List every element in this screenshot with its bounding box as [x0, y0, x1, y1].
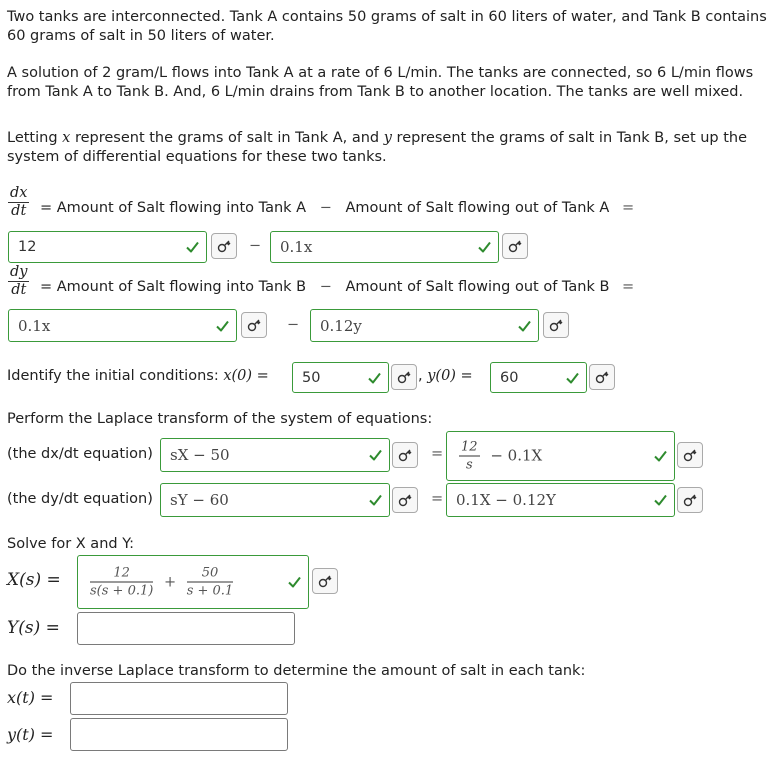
- dx-laplace-rhs-field[interactable]: $\frac{12}{s}$ − 0.1X: [446, 431, 675, 481]
- dy-laplace-lhs-field[interactable]: sY − 60: [160, 483, 390, 517]
- check-icon: [369, 450, 382, 461]
- initial-conditions-label: Identify the initial conditions: x(0) =: [7, 368, 269, 384]
- equals-sign: =: [431, 446, 444, 462]
- X-label: X(s) =: [7, 570, 61, 590]
- key-icon[interactable]: [211, 233, 237, 259]
- tank-a-inflow-field[interactable]: 12: [8, 231, 207, 263]
- x-t-label: x(t) =: [7, 688, 54, 707]
- key-icon[interactable]: [312, 568, 338, 594]
- key-icon[interactable]: [241, 312, 267, 338]
- y-t-field[interactable]: [70, 718, 288, 751]
- key-icon[interactable]: [589, 364, 615, 390]
- tank-b-outflow-field[interactable]: 0.12y: [310, 309, 539, 342]
- minus-sign: −: [287, 317, 300, 333]
- solve-label: Solve for X and Y:: [7, 536, 135, 552]
- x0-field[interactable]: 50: [292, 362, 389, 393]
- tank-a-outflow-field[interactable]: 0.1x: [270, 231, 499, 263]
- check-icon: [368, 372, 381, 383]
- y0-field[interactable]: 60: [490, 362, 587, 393]
- y0-label: , y(0) =: [418, 368, 473, 384]
- problem-flow: A solution of 2 gram/L flows into Tank A at a rate of 6 L/min. The tanks are connected, so 6 L/min flows from Tank A to Tank B. And, 6 L/min drains from Tank B to another location. The tanks are well mixed.: [7, 65, 754, 100]
- dx-equation-label: (the dx/dt equation): [7, 446, 153, 462]
- Y-solution-field[interactable]: [77, 612, 295, 645]
- Y-label: Y(s) =: [7, 618, 60, 638]
- dxdt-fraction: $\frac{dx}{dt}$: [10, 185, 28, 219]
- key-icon[interactable]: [502, 233, 528, 259]
- check-icon: [654, 495, 667, 506]
- dydt-fraction: $\frac{dy}{dt}$: [10, 264, 28, 298]
- equals-sign: =: [431, 491, 444, 507]
- laplace-label: Perform the Laplace transform of the system of equations:: [7, 411, 433, 427]
- dy-laplace-rhs-field[interactable]: 0.1X − 0.12Y: [446, 483, 675, 517]
- problem-intro: Two tanks are interconnected. Tank A contains 50 grams of salt in 60 liters of water, and Tank B contains 60 grams of salt in 50 liters of water.: [7, 9, 767, 44]
- y-t-label: y(t) =: [7, 725, 54, 744]
- check-icon: [478, 242, 491, 253]
- check-icon: [216, 320, 229, 331]
- check-icon: [566, 372, 579, 383]
- key-icon[interactable]: [677, 487, 703, 513]
- key-icon[interactable]: [392, 487, 418, 513]
- key-icon[interactable]: [391, 364, 417, 390]
- check-icon: [369, 495, 382, 506]
- key-icon[interactable]: [392, 442, 418, 468]
- dydt-equation-text: = Amount of Salt flowing into Tank B − Amount of Salt flowing out of Tank B =: [40, 279, 635, 295]
- inverse-label: Do the inverse Laplace transform to determine the amount of salt in each tank:: [7, 663, 586, 679]
- check-icon: [288, 577, 301, 588]
- tank-b-inflow-field[interactable]: 0.1x: [8, 309, 237, 342]
- check-icon: [518, 320, 531, 331]
- check-icon: [186, 242, 199, 253]
- dy-equation-label: (the dy/dt equation): [7, 491, 153, 507]
- minus-sign: −: [249, 238, 262, 254]
- x-t-field[interactable]: [70, 682, 288, 715]
- key-icon[interactable]: [677, 442, 703, 468]
- dxdt-equation-text: = Amount of Salt flowing into Tank A − Amount of Salt flowing out of Tank A =: [40, 200, 635, 216]
- X-solution-field[interactable]: $\frac{12}{s(s + 0.1)}$ + $\frac{50}{s + 0.1}$: [77, 555, 309, 609]
- problem-instructions: Letting x represent the grams of salt in Tank A, and y represent the grams of salt in Tank B, set up the system of differential equations for these two tanks.: [7, 130, 748, 165]
- dx-laplace-lhs-field[interactable]: sX − 50: [160, 438, 390, 472]
- check-icon: [654, 451, 667, 462]
- key-icon[interactable]: [543, 312, 569, 338]
